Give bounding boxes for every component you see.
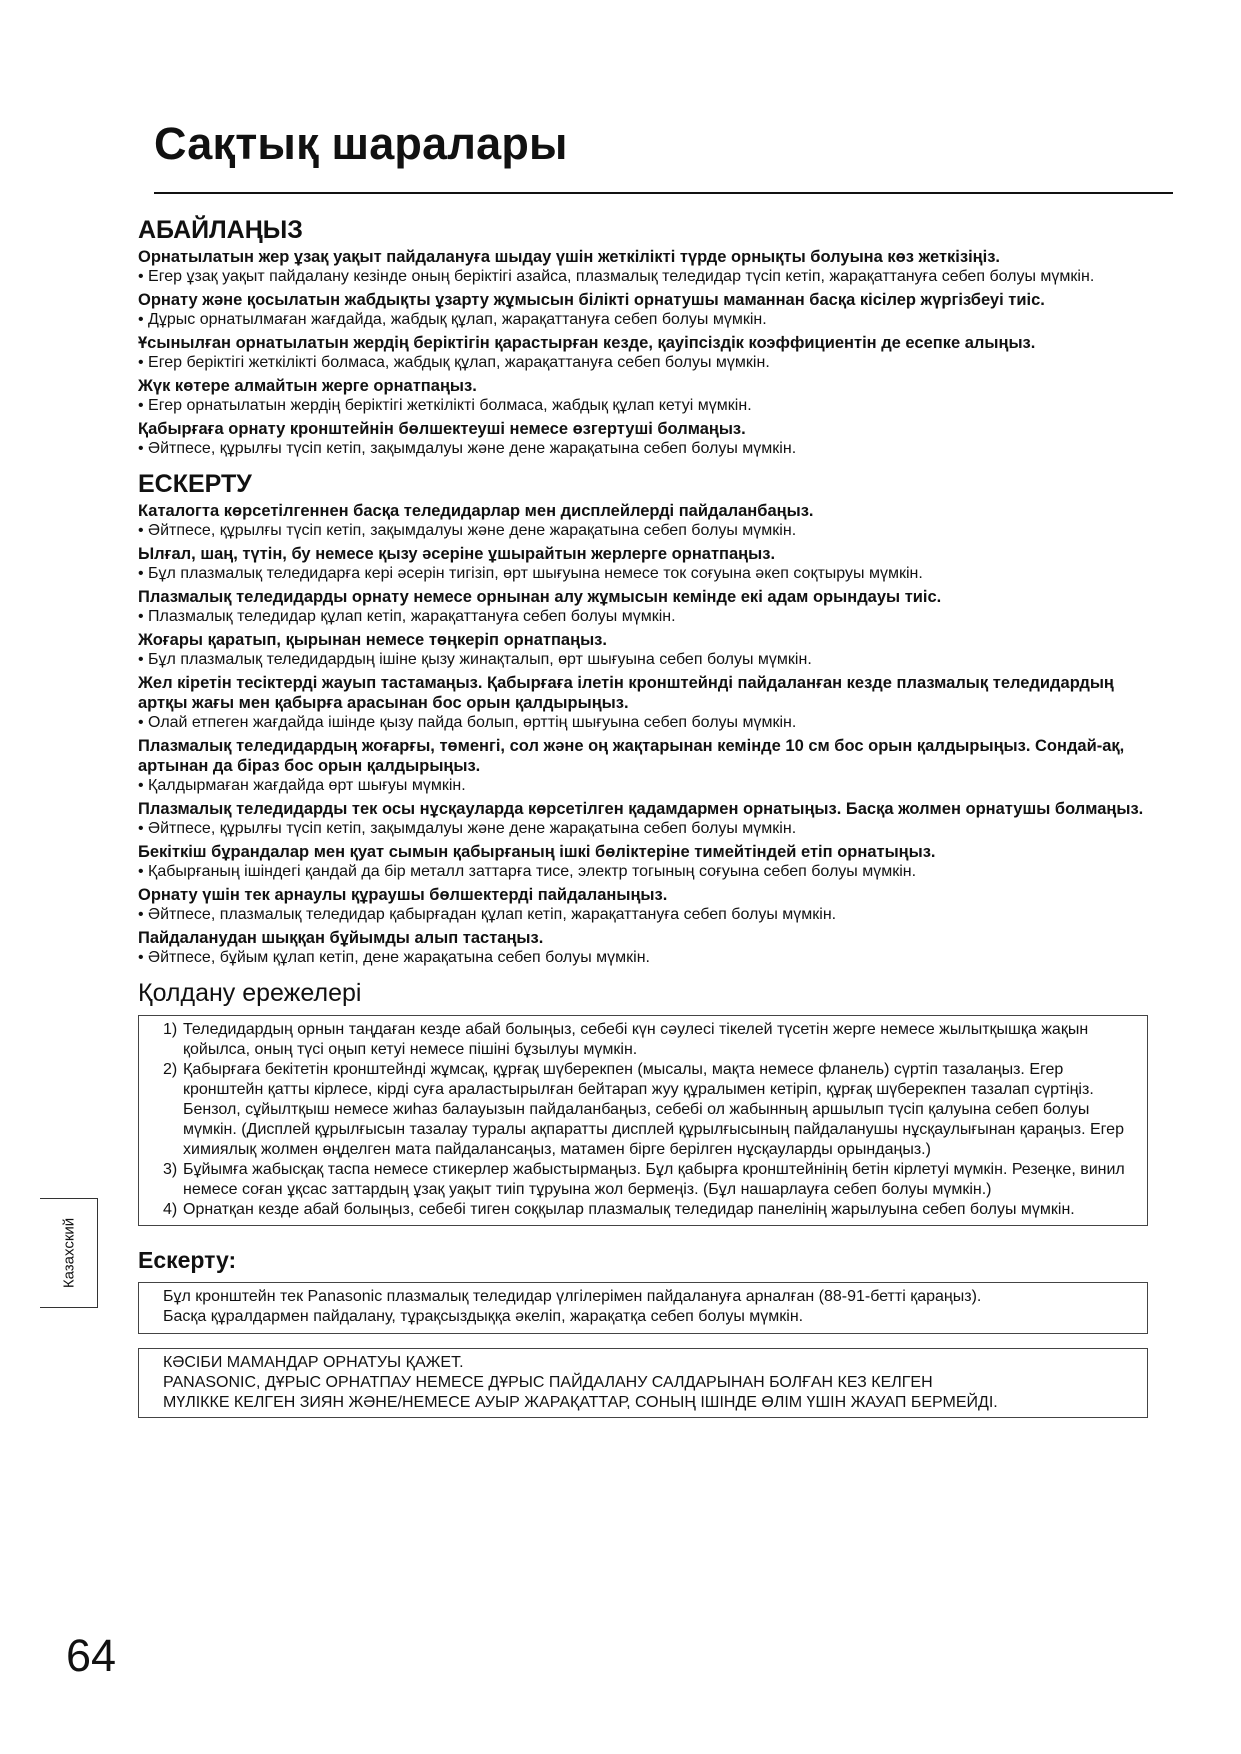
warning-item-bold: Каталогта көрсетілгеннен басқа теледидарлар мен дисплейлерді пайдаланбаңыз. bbox=[138, 502, 814, 520]
caution-list bbox=[138, 247, 1148, 459]
warning-item-text: • Қалдырмаған жағдайда өрт шығуы мүмкін. bbox=[138, 777, 466, 794]
rule-text: Теледидардың орнын таңдаған кезде абай болыңыз, себебі күн сәулесі тікелей түсетін жерге немесе жылытқышқа жақын қойылса, оның түсі оңып кетуі немесе пішіні бұзылуы мүмкін. bbox=[183, 1021, 1089, 1058]
note-heading: Ескерту: bbox=[138, 1247, 237, 1273]
warning-item-text: • Әйтпесе, бұйым құлап кетіп, дене жарақатына себеп болуы мүмкін. bbox=[138, 949, 650, 966]
caution-item-bold: Жүк көтере алмайтын жерге орнатпаңыз. bbox=[138, 377, 477, 395]
warning-heading: ЕСКЕРТУ bbox=[138, 470, 252, 498]
caution-item-bold: Орнатылатын жер ұзақ уақыт пайдалануға шыдау үшін жеткілікті түрде орнықты болуына көз жеткізіңіз. bbox=[138, 248, 1000, 266]
rule-text: Бұйымға жабысқақ таспа немесе стикерлер жабыстырмаңыз. Бұл қабырға кронштейнінің бетін кірлетуі мүмкін. Резеңке, винил немесе соған ұқсас заттардың ұзақ уақыт тиіп тұруына жол бермеңіз. (Бұл нашарлауға себеп болуы мүмкін.) bbox=[183, 1161, 1125, 1198]
warning-item-bold: Плазмалық теледидарды орнату немесе орнынан алу жұмысын кемінде екі адам орындауы тиіс. bbox=[138, 588, 942, 606]
warning-item-bold: Бекіткіш бұрандалар мен қуат сымын қабырғаның ішкі бөліктеріне тимейтіндей етіп орнатыңыз. bbox=[138, 843, 936, 861]
usage-rule bbox=[163, 1160, 1139, 1200]
usage-rule bbox=[163, 1060, 1139, 1160]
warning-item-bold: Пайдаланудан шыққан бұйымды алып тастаңыз. bbox=[138, 929, 544, 947]
rule-number: 3) bbox=[163, 1161, 178, 1178]
page-number: 64 bbox=[66, 1630, 117, 1681]
warning-item-text: • Плазмалық теледидар құлап кетіп, жарақаттануға себеп болуы мүмкін. bbox=[138, 608, 676, 625]
caution-item-text: • Егер беріктігі жеткілікті болмаса, жабдық құлап, жарақаттануға себеп болуы мүмкін. bbox=[138, 354, 770, 371]
caution-item-bold: Қабырғаға орнату кронштейнін бөлшектеуші немесе өзгертуші болмаңыз. bbox=[138, 420, 746, 438]
caution-item-text: • Дұрыс орнатылмаған жағдайда, жабдық құлап, жарақаттануға себеп болуы мүмкін. bbox=[138, 311, 767, 328]
caution-item-text: • Егер орнатылатын жердің беріктігі жеткілікті болмаса, жабдық құлап кетуі мүмкін. bbox=[138, 397, 752, 414]
language-side-tab bbox=[40, 1198, 98, 1308]
note-line: Бұл кронштейн тек Panasonic плазмалық теледидар үлгілерімен пайдалануға арналған (88-91-бетті қараңыз). bbox=[163, 1288, 982, 1305]
warning-item-text: • Олай етпеген жағдайда ішінде қызу пайда болып, өрттің шығуына себеп болуы мүмкін. bbox=[138, 714, 797, 731]
warning-item-bold: Жоғары қаратып, қырынан немесе төңкеріп орнатпаңыз. bbox=[138, 631, 607, 649]
professional-install-box bbox=[138, 1348, 1148, 1418]
warning-item-text: • Әйтпесе, құрылғы түсіп кетіп, зақымдалуы және дене жарақатына себеп болуы мүмкін. bbox=[138, 820, 797, 837]
rule-number: 2) bbox=[163, 1061, 178, 1078]
professional-line: КӘСІБИ МАМАНДАР ОРНАТУЫ ҚАЖЕТ. bbox=[163, 1354, 464, 1371]
language-label: Казахский bbox=[60, 1217, 77, 1289]
caution-item-text: • Әйтпесе, құрылғы түсіп кетіп, зақымдалуы және дене жарақатына себеп болуы мүмкін. bbox=[138, 440, 797, 457]
usage-rules-heading: Қолдану ережелері bbox=[138, 979, 362, 1007]
professional-line: МҮЛІККЕ КЕЛГЕН ЗИЯН ЖӘНЕ/НЕМЕСЕ АУЫР ЖАРАҚАТТАР, СОНЫҢ ІШІНДЕ ӨЛІМ ҮШІН ЖАУАП БЕРМЕЙДІ. bbox=[163, 1394, 998, 1411]
warning-item-text: • Қабырғаның ішіндегі қандай да бір металл заттарға тисе, электр тогының соғуына себеп болуы мүмкін. bbox=[138, 863, 917, 880]
warning-item-text: • Бұл плазмалық теледидардың ішіне қызу жинақталып, өрт шығуына себеп болуы мүмкін. bbox=[138, 651, 812, 668]
caution-item-text: • Егер ұзақ уақыт пайдалану кезінде оның беріктігі азайса, плазмалық теледидар түсіп кетіп, жарақаттануға себеп болуы мүмкін. bbox=[138, 268, 1095, 285]
rule-number: 4) bbox=[163, 1201, 178, 1218]
title-divider bbox=[154, 192, 1173, 194]
usage-rule bbox=[163, 1200, 1139, 1220]
usage-rule bbox=[163, 1020, 1139, 1060]
warning-list bbox=[138, 501, 1148, 968]
rule-text: Орнатқан кезде абай болыңыз, себебі тиген соққылар плазмалық теледидар панелінің жарылуына себеп болуы мүмкін. bbox=[183, 1201, 1075, 1218]
page-content bbox=[138, 215, 1148, 1418]
caution-heading: АБАЙЛАҢЫЗ bbox=[138, 216, 303, 244]
note-line: Басқа құралдармен пайдалану, тұрақсыздыққа әкеліп, жарақатқа себеп болуы мүмкін. bbox=[163, 1308, 804, 1325]
warning-item-bold: Орнату үшін тек арнаулы құраушы бөлшектерді пайдаланыңыз. bbox=[138, 886, 668, 904]
rule-number: 1) bbox=[163, 1021, 178, 1038]
caution-item-bold: Ұсынылған орнатылатын жердің беріктігін қарастырған кезде, қауіпсіздік коэффициентін де есепке алыңыз. bbox=[138, 334, 1036, 352]
warning-item-bold: Ылғал, шаң, түтін, бу немесе қызу әсеріне ұшырайтын жерлерге орнатпаңыз. bbox=[138, 545, 776, 563]
warning-item-bold: Плазмалық теледидардың жоғарғы, төменгі, сол және оң жақтарынан кемінде 10 см бос орын қалдырыңыз. Сондай-ақ, артынан да біраз бос орын қалдырыңыз. bbox=[138, 737, 1125, 775]
warning-item-bold: Плазмалық теледидарды тек осы нұсқауларда көрсетілген қадамдармен орнатыңыз. Басқа жолмен орнатушы болмаңыз. bbox=[138, 800, 1144, 818]
warning-item-bold: Жел кіретін тесіктерді жауып тастамаңыз. Қабырғаға ілетін кронштейнді пайдаланған кезде плазмалық теледидардың артқы жағы мен қабырға арасынан бос орын қалдырыңыз. bbox=[138, 674, 1114, 712]
note-box bbox=[138, 1282, 1148, 1334]
warning-item-text: • Әйтпесе, құрылғы түсіп кетіп, зақымдалуы және дене жарақатына себеп болуы мүмкін. bbox=[138, 522, 797, 539]
page-title: Сақтық шаралары bbox=[154, 118, 568, 169]
usage-rules-box bbox=[138, 1015, 1148, 1226]
caution-item-bold: Орнату және қосылатын жабдықты ұзарту жұмысын білікті орнатушы маманнан басқа кісілер жүргізбеуі тиіс. bbox=[138, 291, 1045, 309]
warning-item-text: • Әйтпесе, плазмалық теледидар қабырғадан құлап кетіп, жарақаттануға себеп болуы мүмкін. bbox=[138, 906, 837, 923]
warning-item-text: • Бұл плазмалық теледидарға кері әсерін тигізіп, өрт шығуына немесе ток соғуына әкеп соқтыруы мүмкін. bbox=[138, 565, 923, 582]
rule-text: Қабырғаға бекітетін кронштейнді жұмсақ, құрғақ шүберекпен (мысалы, мақта немесе фланель) сүртіп тазалаңыз. Егер кронштейн қатты кірлесе, кірді суға араластырылған бейтарап жуу құралымен кетіріп, құрғақ шүберекпен тазалап сүртіңіз. Бензол, сұйылтқыш немесе жиһаз балауызын пайдаланбаңыз, себебі ол жабынның аршылып түсіп қалуына себеп болуы мүмкін. (Дисплей құрылғысын тазалау туралы ақпаратты дисплей құрылғысының пайдаланушы нұсқаулығынан қараңыз. Егер химиялық жолмен өңделген мата пайдалансаңыз, матамен бірге берілген нұсқауларды орындаңыз.) bbox=[183, 1061, 1124, 1158]
professional-line: PANASONIC, ДҰРЫС ОРНАТПАУ НЕМЕСЕ ДҰРЫС ПАЙДАЛАНУ САЛДАРЫНАН БОЛҒАН КЕЗ КЕЛГЕН bbox=[163, 1374, 933, 1391]
